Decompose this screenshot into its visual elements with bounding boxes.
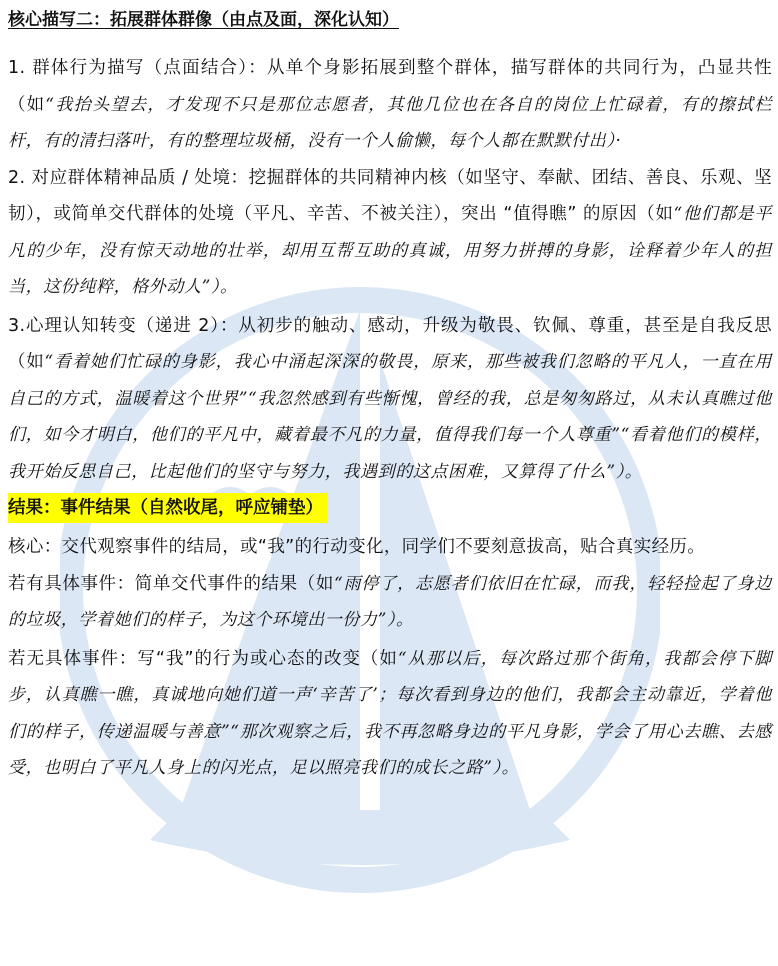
result-none-quote: “从那以后，每次路过那个街角，我都会停下脚步，认真瞧一瞧，真诚地向她们道一声‘辛苦了’；每次看到身边的他们，我都会主动靠近，学着他们的样子，传递温暖与善意”“那次观察之后，我不再忽略身边的平凡身影，学会了用心去瞧、去感受，也明白了平凡人身上的闪光点，足以照亮我们的成长之路”）。 [8, 648, 772, 778]
item-2-paragraph [8, 160, 772, 306]
result-core-paragraph: 核心：交代观察事件的结局，或“我”的行动变化，同学们不要刻意拔高，贴合真实经历。 [8, 537, 706, 557]
item-2-quote: “他们都是平凡的少年，没有惊天动地的壮举，却用互帮互助的真诚，用努力拼搏的身影，诠释着少年人的担当，这份纯粹，格外动人”）。 [8, 204, 772, 297]
result-none-lead: 若无具体事件：写“我”的行为或心态的改变（如 [8, 648, 398, 669]
item-3-lead: 3.心理认知转变（递进 2）：从初步的触动、感动，升级为敬畏、钦佩、尊重，甚至是自我反思（如 [8, 315, 772, 372]
item-1-quote: “我抬头望去，才发现不只是那位志愿者，其他几位也在各自的岗位上忙碌着，有的擦拭栏杆，有的清扫落叶，有的整理垃圾桶，没有一个人偷懒，每个人都在默默付出）· [8, 94, 772, 151]
result-specific-quote: “雨停了，志愿者们依旧在忙碌，而我，轻轻捡起了身边的垃圾，学着她们的样子，为这个环境出一份力”）。 [8, 573, 772, 630]
result-specific-lead: 若有具体事件：简单交代事件的结果（如 [8, 573, 335, 594]
result-specific-paragraph [8, 566, 772, 639]
item-1-paragraph [8, 50, 772, 160]
result-heading: 结果：事件结果（自然收尾，呼应铺垫） [8, 493, 327, 523]
item-3-paragraph [8, 308, 772, 491]
item-3-quote: “看着她们忙碌的身影，我心中涌起深深的敬畏，原来，那些被我们忽略的平凡人，一直在用自己的方式，温暖着这个世界”“我忽然感到有些惭愧，曾经的我，总是匆匆路过，从未认真瞧过他们，如今才明白，他们的平凡中，藏着最不凡的力量，值得我们每一个人尊重”“看着他们的模样，我开始反思自己，比起他们的坚守与努力，我遇到的这点困难，又算得了什么”）。 [8, 352, 772, 482]
item-2-lead: 2. 对应群体精神品质 / 处境：挖掘群体的共同精神内核（如坚守、奉献、团结、善良、乐观、坚韧），或简单交代群体的处境（平凡、辛苦、不被关注），突出 “值得瞧” 的原因（如 [8, 167, 772, 224]
result-none-paragraph [8, 641, 772, 787]
section-title: 核心描写二：拓展群体群像（由点及面，深化认知） [8, 10, 399, 30]
item-1-lead: 1. 群体行为描写（点面结合）：从单个身影拓展到整个群体，描写群体的共同行为，凸显共性（如 [8, 58, 772, 115]
